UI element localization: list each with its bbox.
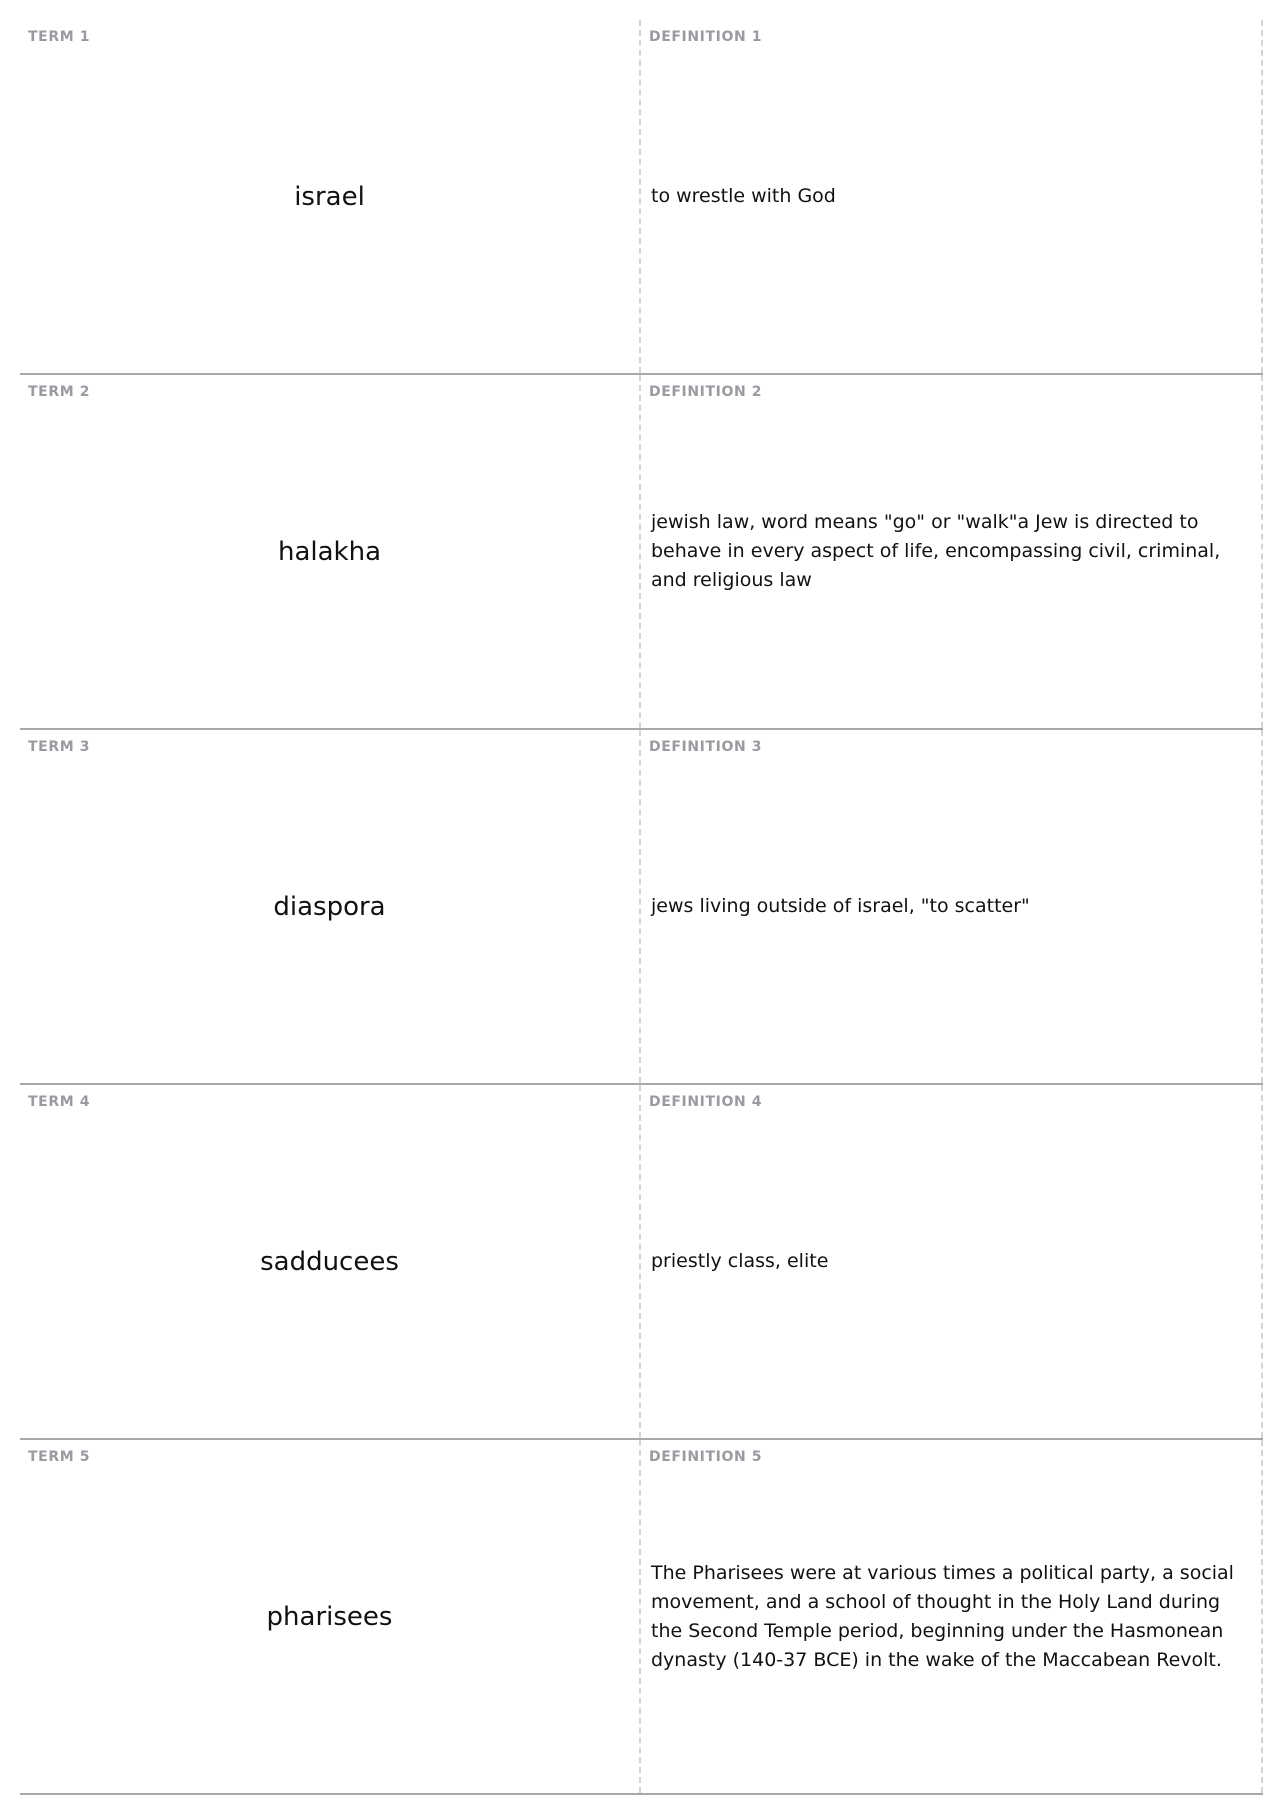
term-text: halakha <box>277 536 382 567</box>
term-text: pharisees <box>266 1601 393 1632</box>
flashcard-row <box>20 1440 1263 1795</box>
definition-cell <box>641 1440 1263 1793</box>
term-cell <box>20 1085 641 1438</box>
definition-label: DEFINITION 5 <box>649 1449 763 1465</box>
definition-text-wrap <box>651 375 1255 728</box>
term-text: sadducees <box>260 1246 399 1277</box>
term-label: TERM 3 <box>28 739 91 755</box>
term-cell <box>20 20 641 373</box>
flashcard-row <box>20 730 1263 1085</box>
term-text: diaspora <box>273 891 386 922</box>
term-cell <box>20 730 641 1083</box>
term-label: TERM 5 <box>28 1449 91 1465</box>
definition-text-wrap <box>651 20 1255 373</box>
term-label: TERM 1 <box>28 29 91 45</box>
definition-text: jewish law, word means "go" or "walk"a Jew is directed to behave in every aspect of life, encompassing civil, criminal, and religious law <box>651 511 1221 591</box>
term-label: TERM 4 <box>28 1094 91 1110</box>
definition-text-wrap <box>651 1440 1255 1793</box>
definition-text: priestly class, elite <box>651 1250 829 1272</box>
definition-text-wrap <box>651 730 1255 1083</box>
definition-text-wrap <box>651 1085 1255 1438</box>
definition-text: jews living outside of israel, "to scatter" <box>651 895 1030 917</box>
definition-label: DEFINITION 1 <box>649 29 763 45</box>
definition-cell <box>641 20 1263 373</box>
definition-label: DEFINITION 3 <box>649 739 763 755</box>
definition-label: DEFINITION 4 <box>649 1094 763 1110</box>
flashcard-sheet <box>20 20 1263 1795</box>
definition-text: The Pharisees were at various times a political party, a social movement, and a school of thought in the Holy Land during the Second Temple period, beginning under the Hasmonean dynasty (140-37 BCE) in the wake of the Maccabean Revolt. <box>651 1561 1234 1671</box>
definition-cell <box>641 1085 1263 1438</box>
definition-cell <box>641 730 1263 1083</box>
term-text: israel <box>294 181 365 212</box>
flashcard-row <box>20 1085 1263 1440</box>
flashcard-row <box>20 20 1263 375</box>
term-cell <box>20 1440 641 1793</box>
term-cell <box>20 375 641 728</box>
term-label: TERM 2 <box>28 384 91 400</box>
definition-text: to wrestle with God <box>651 185 836 207</box>
definition-label: DEFINITION 2 <box>649 384 763 400</box>
flashcard-row <box>20 375 1263 730</box>
definition-cell <box>641 375 1263 728</box>
